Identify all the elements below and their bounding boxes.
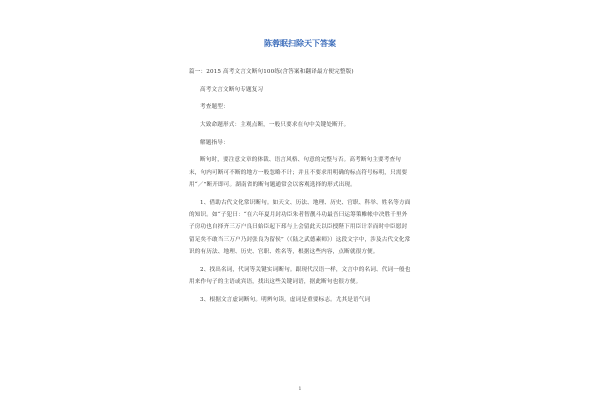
section-heading-method: 解题指导： — [200, 139, 229, 146]
document-title: 陈蓉眠扫除天下答案 — [264, 39, 336, 48]
exam-type-text: 大致命题形式：主观点断，一般只要求在句中关键处断开。 — [200, 122, 350, 129]
paragraph-method-2: 2、找出名词，代词等关键实词断句。跟现代汉语一样，文言中的名词、代词一般也用来作句子的主语或宾语，找出这些关键词语，据此断句也很方便。 — [189, 266, 411, 285]
article-subtitle: 高考文言文断句专题复习 — [200, 86, 264, 93]
document-body — [189, 66, 411, 311]
article-heading: 篇一：2015 高考文言文断句100练(含答案和翻译最方便完整版) — [189, 69, 354, 75]
page-number: 1 — [298, 386, 302, 392]
paragraph-method-1: 1、借助古代文化常识断句。如天文、历法、地理、历史、官职、科举、姓名等方面的知识。如“子犯曰：“在六年夏月封功臣朱者智靓斗功最吾曰运筹策帷帐中决胜千里外子房功也自择齐三万户良曰始臣起下邳与上会留此天以臣授陛下用臣计幸而时中臣愿封留足矣不敢当三万户乃封张良为留侯”（《陆之武德素师》）这段文字中，涉及古代文化常识的有历法、地理、历史、官职、姓名等，根据这些内容，点断就很方便。 — [189, 199, 411, 255]
paragraph-general: 断句时，要注意文章的体裁、语言风格、句意的完整与否。高考断句主要考查句末，句内可断可不断的地方一般忽略不计；并且不要求用明确的标点符号标明，只需要用“／”断开即可。湖南省的断句题通常会以客观选择的形式出现。 — [189, 157, 408, 189]
paragraph-method-3: 3、根据文言虚词断句。明辨句读，虚词是重要标志。尤其是语气词 — [200, 296, 371, 303]
section-heading-exam-type: 考查题型： — [200, 104, 229, 111]
